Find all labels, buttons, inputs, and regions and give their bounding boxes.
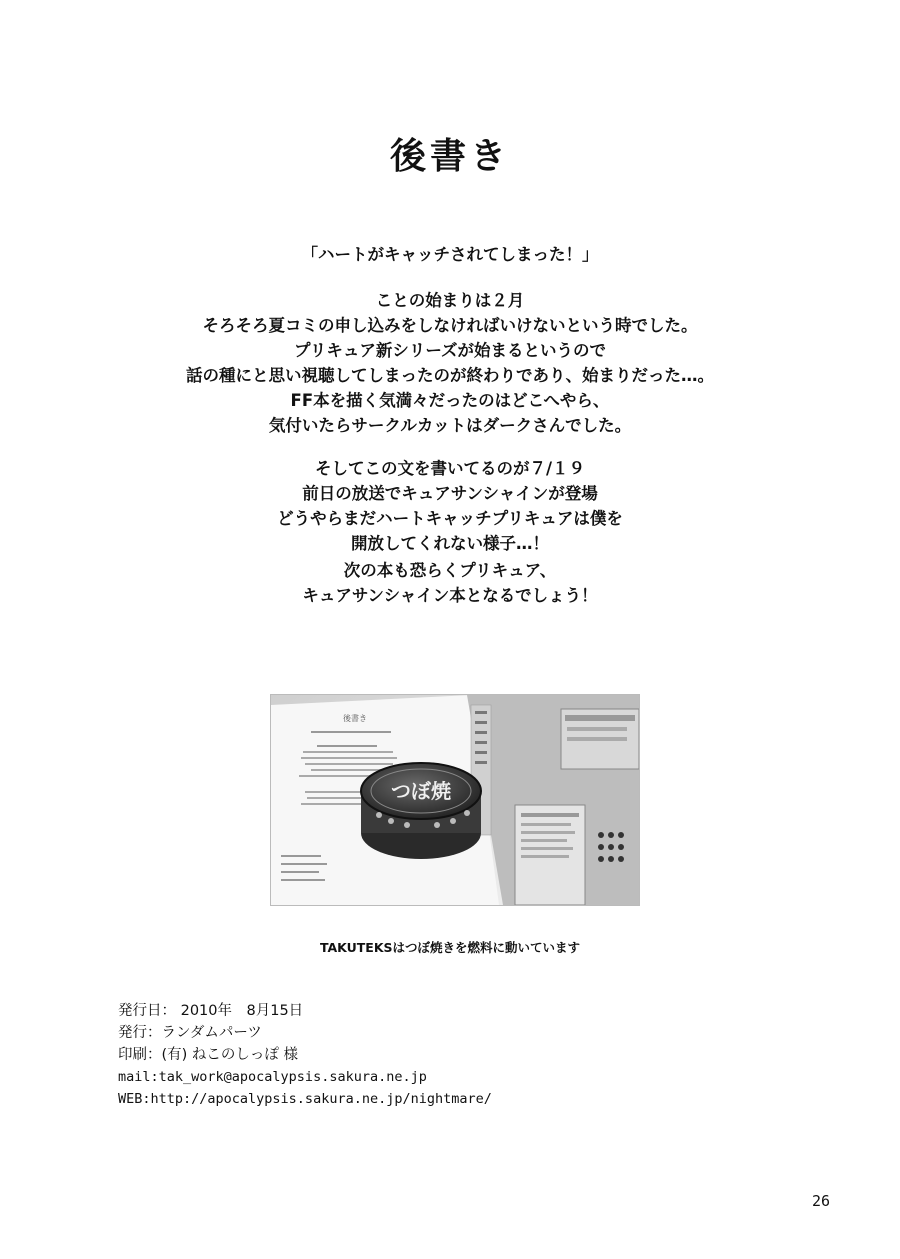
publisher: 発行：ランダムパーツ (118, 1025, 262, 1041)
text-line: 「ハートがキャッチされてしまった！」 (301, 245, 599, 264)
page-title: 後書き (389, 136, 510, 177)
publish-date: 発行日： 2010年 8月15日 (118, 1003, 304, 1019)
text-line: 前日の放送でキュアサンシャインが登場 (302, 484, 598, 503)
paragraph-current (0, 456, 900, 556)
text-line: ことの始まりは２月 (375, 291, 525, 310)
colophon (118, 1000, 492, 1110)
paragraph-quote (0, 242, 900, 267)
text-line: キュアサンシャイン本となるでしょう！ (302, 586, 598, 605)
text-line: どうやらまだハートキャッチプリキュアは僕を (277, 509, 623, 528)
paragraph-story (0, 288, 900, 438)
desk-photo-illustration (271, 695, 639, 905)
can-label: つぼ焼 (391, 779, 451, 803)
mail-address: mail:tak_work@apocalypsis.sakura.ne.jp (118, 1069, 427, 1085)
text-line: そしてこの文を書いてるのが７/１９ (314, 459, 586, 478)
text-line: プリキュア新シリーズが始まるというので (293, 341, 606, 360)
page-number: 26 (812, 1192, 831, 1210)
paragraph-next (0, 558, 900, 608)
tsubo-yaki-can (361, 763, 481, 859)
text-line: そろそろ夏コミの申し込みをしなければいけないという時でした。 (202, 316, 698, 335)
text-line: 気付いたらサークルカットはダークさんでした。 (268, 416, 632, 435)
desk-photo (270, 694, 640, 906)
web-url: WEB:http://apocalypsis.sakura.ne.jp/nightmare/ (118, 1091, 492, 1107)
text-line: 話の種にと思い視聴してしまったのが終わりであり、始まりだった…。 (186, 366, 714, 385)
printer: 印刷：(有) ねこのしっぽ 様 (118, 1047, 299, 1063)
text-line: 開放してくれない様子…！ (351, 534, 549, 553)
photo-caption: TAKUTEKSはつぼ焼きを燃料に動いています (319, 940, 581, 955)
text-line: 次の本も恐らくプリキュア、 (343, 561, 557, 580)
paper-heading: 後書き (343, 714, 367, 723)
text-line: FF本を描く気満々だったのはどこへやら、 (290, 391, 610, 410)
